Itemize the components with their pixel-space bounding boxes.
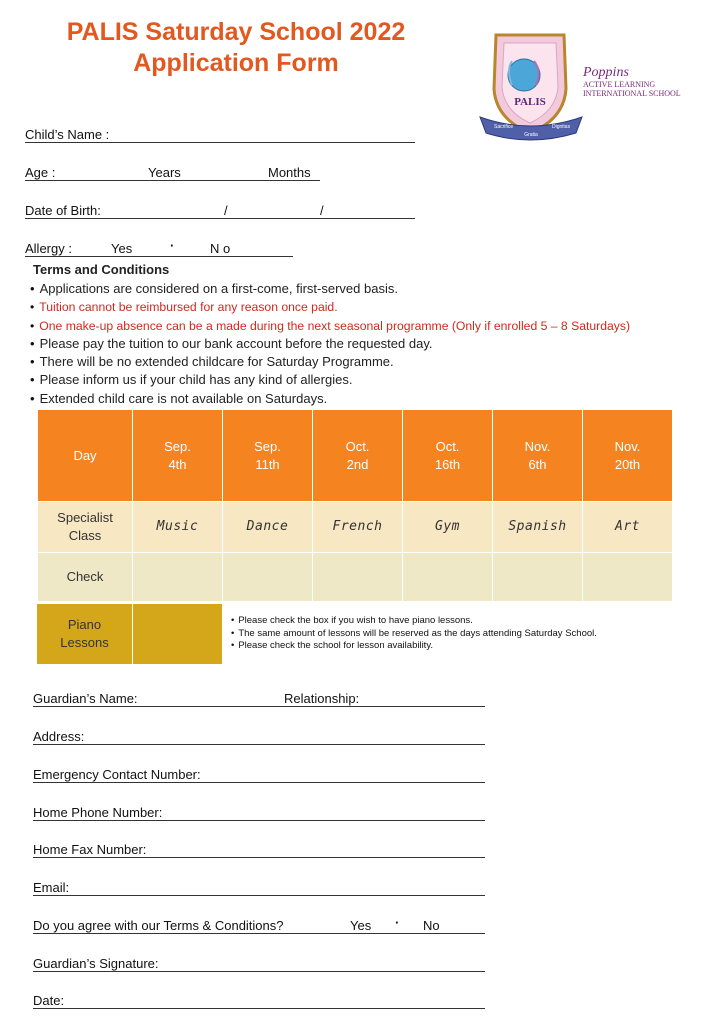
agree-terms-label: Do you agree with our Terms & Conditions? <box>33 918 284 933</box>
dob-field[interactable] <box>25 218 415 219</box>
terms-item-refund: • Tuition cannot be reimbursed for any reason once paid. <box>30 298 630 316</box>
email-label: Email: <box>33 880 70 895</box>
terms-item: • Extended child care is not available on Saturdays. <box>30 390 630 408</box>
relationship-label: Relationship: <box>284 691 360 706</box>
date-cell: Sep. 4th <box>133 410 223 502</box>
svg-text:Dignitas: Dignitas <box>552 124 571 130</box>
agree-field <box>33 933 485 934</box>
day-header: Day <box>38 410 133 502</box>
class-cell: Music <box>133 502 223 553</box>
piano-note: • Please check the box if you wish to have piano lessons. <box>231 615 597 628</box>
home-fax-field[interactable] <box>33 857 485 858</box>
email-field[interactable] <box>33 895 485 896</box>
palis-crest-logo <box>476 27 586 145</box>
brand-name: Poppins <box>583 65 629 80</box>
agree-yes-option[interactable]: Yes <box>350 918 372 933</box>
child-name-field[interactable] <box>25 142 415 143</box>
class-cell: Spanish <box>493 502 583 553</box>
dob-separator-1: / <box>224 203 228 218</box>
piano-lessons-label: Piano Lessons <box>37 604 132 664</box>
check-row <box>38 553 673 602</box>
check-label: Check <box>38 553 133 602</box>
home-phone-field[interactable] <box>33 820 485 821</box>
date-label: Date: <box>33 993 65 1008</box>
check-box[interactable] <box>313 553 403 602</box>
agree-no-option[interactable]: No <box>423 918 440 933</box>
date-cell: Oct. 2nd <box>313 410 403 502</box>
allergy-label: Allergy : <box>25 241 72 256</box>
page-subtitle: Application Form <box>133 49 339 77</box>
schedule-header-row <box>38 410 673 502</box>
date-cell: Sep. 11th <box>223 410 313 502</box>
piano-note: • The same amount of lessons will be reserved as the days attending Saturday School. <box>231 628 597 641</box>
dob-separator-2: / <box>320 203 324 218</box>
terms-item: • Please inform us if your child has any kind of allergies. <box>30 371 630 389</box>
brand-line-3: INTERNATIONAL SCHOOL <box>583 89 681 98</box>
emergency-contact-field[interactable] <box>33 782 485 783</box>
allergy-separator-dot: · <box>170 238 175 253</box>
guardian-name-label: Guardian’s Name: <box>33 691 138 706</box>
terms-item: • Applications are considered on a first-come, first-served basis. <box>30 280 630 298</box>
months-label: Months <box>268 165 311 180</box>
emergency-contact-label: Emergency Contact Number: <box>33 767 201 782</box>
svg-text:PALIS: PALIS <box>514 96 546 108</box>
child-name-label: Child’s Name : <box>25 127 110 142</box>
date-field[interactable] <box>33 1008 485 1009</box>
terms-heading: Terms and Conditions <box>33 262 170 277</box>
address-field[interactable] <box>33 744 485 745</box>
terms-list <box>30 280 630 408</box>
allergy-no-option[interactable]: N o <box>210 241 231 256</box>
years-label: Years <box>148 165 181 180</box>
svg-text:Gratia: Gratia <box>524 132 538 138</box>
piano-notes <box>231 615 597 653</box>
check-box[interactable] <box>583 553 673 602</box>
home-phone-label: Home Phone Number: <box>33 805 163 820</box>
allergy-yes-option[interactable]: Yes <box>111 241 133 256</box>
page-title: PALIS Saturday School 2022 <box>66 18 406 46</box>
allergy-field <box>25 256 293 257</box>
signature-field[interactable] <box>33 971 485 972</box>
date-cell: Oct. 16th <box>403 410 493 502</box>
class-cell: Art <box>583 502 673 553</box>
check-box[interactable] <box>223 553 313 602</box>
svg-text:Sacrifice: Sacrifice <box>494 124 514 130</box>
dob-label: Date of Birth: <box>25 203 101 218</box>
address-label: Address: <box>33 729 85 744</box>
guardian-name-field[interactable] <box>33 706 485 707</box>
piano-lessons-check-box[interactable] <box>132 604 222 664</box>
terms-item: • There will be no extended childcare for Saturday Programme. <box>30 353 630 371</box>
schedule-table <box>37 409 673 602</box>
piano-note: • Please check the school for lesson availability. <box>231 640 597 653</box>
signature-label: Guardian’s Signature: <box>33 956 159 971</box>
class-cell: Dance <box>223 502 313 553</box>
agree-separator-dot: · <box>395 915 400 930</box>
age-label: Age : <box>25 165 56 180</box>
terms-item: • Please pay the tuition to our bank account before the requested day. <box>30 335 630 353</box>
terms-item-makeup: • One make-up absence can be a made during the next seasonal programme (Only if enrolled 5 – 8 Saturdays) <box>30 317 630 335</box>
check-box[interactable] <box>133 553 223 602</box>
age-field[interactable] <box>25 180 320 181</box>
date-cell: Nov. 20th <box>583 410 673 502</box>
home-fax-label: Home Fax Number: <box>33 842 147 857</box>
date-cell: Nov. 6th <box>493 410 583 502</box>
check-box[interactable] <box>403 553 493 602</box>
specialist-class-row <box>38 502 673 553</box>
specialist-class-label: Specialist Class <box>38 502 133 553</box>
school-brand <box>583 66 681 98</box>
brand-line-2: ACTIVE LEARNING <box>583 80 656 89</box>
class-cell: French <box>313 502 403 553</box>
check-box[interactable] <box>493 553 583 602</box>
class-cell: Gym <box>403 502 493 553</box>
